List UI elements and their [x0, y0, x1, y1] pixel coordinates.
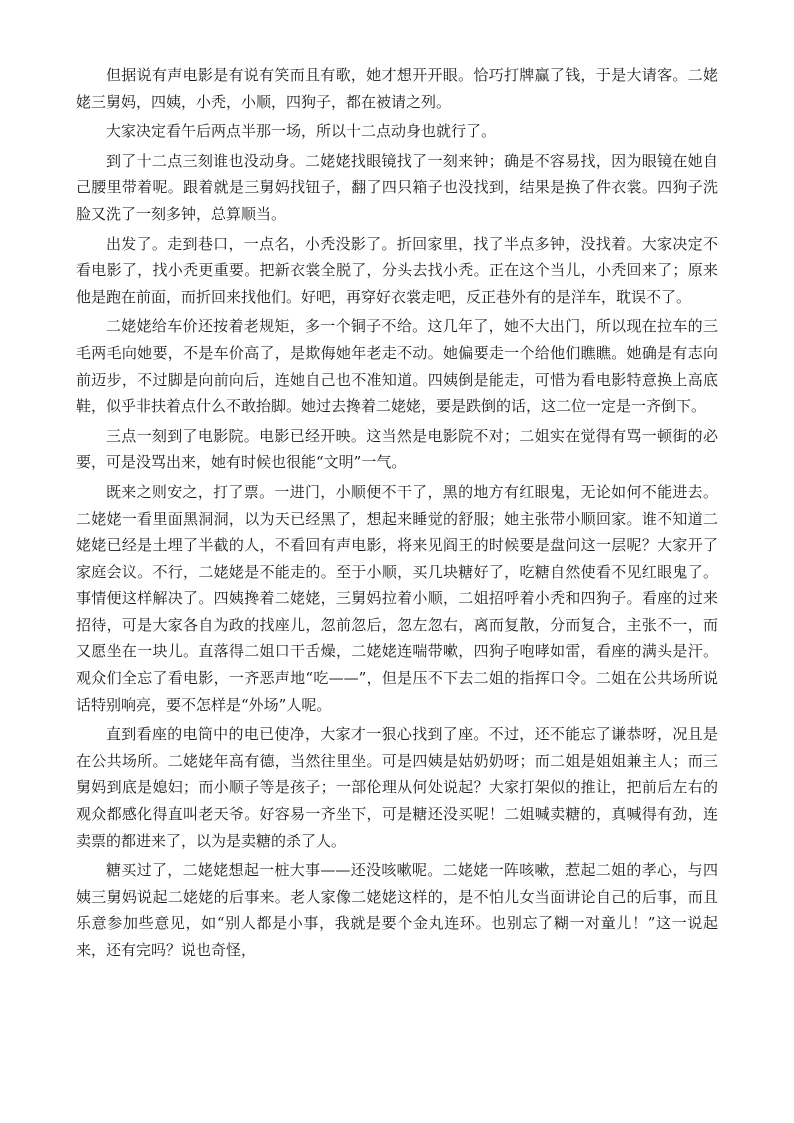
paragraph: 三点一刻到了电影院。电影已经开映。这当然是电影院不对；二姐实在觉得有骂一顿街的必要，可是没骂出来，她有时候也很能“文明”一气。 [76, 426, 718, 472]
paragraph: 但据说有声电影是有说有笑而且有歌，她才想开开眼。恰巧打牌赢了钱，于是大请客。二姥姥三舅妈，四姨，小秃，小顺，四狗子，都在被请之列。 [76, 66, 718, 111]
paragraph: 直到看座的电筒中的电已使净，大家才一狠心找到了座。不过，还不能忘了谦恭呀，况且是在公共场所。二姥姥年高有德，当然往里坐。可是四姨是姑奶奶呀；而二姐是姐姐兼主人；而三舅妈到底是媳妇；而小顺子等是孩子；一部伦理从何处说起？大家打架似的推让，把前后左右的观众都感化得直叫老天爷。好容易一齐坐下，可是糖还没买呢！二姐喊卖糖的，真喊得有劲，连卖票的都进来了，以为是卖糖的杀了人。 [76, 725, 718, 850]
paragraph: 既来之则安之，打了票。一进门，小顺便不干了，黑的地方有红眼鬼，无论如何不能进去。二姥姥一看里面黑洞洞，以为天已经黑了，想起来睡觉的舒服；她主张带小顺回家。谁不知道二姥姥已经是土埋了半截的人，不看回有声电影，将来见阎王的时候要是盘问这一层呢？大家开了家庭会议。不行，二姥姥是不能走的。至于小顺，买几块糖好了，吃糖自然使看不见红眼鬼了。事情便这样解决了。四姨搀着二姥姥，三舅妈拉着小顺，二姐招呼着小秃和四狗子。看座的过来招待，可是大家各自为政的找座儿，忽前忽后，忽左忽右，离而复散，分而复合，主张不一，而又愿坐在一块儿。直落得二姐口干舌燥，二姥姥连喘带嗽，四狗子咆哮如雷，看座的满头是汗。观众们全忘了看电影，一齐恶声地“吃——”，但是压不下去二姐的指挥口令。二姐在公共场所说话特别响亮，要不怎样是“外场”人呢。 [76, 482, 718, 714]
paragraph: 糖买过了，二姥姥想起一桩大事——还没咳嗽呢。二姥姥一阵咳嗽，惹起二姐的孝心，与四姨三舅妈说起二姥姥的后事来。老人家像二姥姥这样的，是不怕儿女当面讲论自己的后事，而且乐意参加些意见，如“别人都是小事，我就是要个金丸连环。也别忘了糊一对童儿！”这一说起来，还有完吗？说也奇怪， [76, 861, 718, 959]
paragraph: 出发了。走到巷口，一点名，小秃没影了。折回家里，找了半点多钟，没找着。大家决定不看电影了，找小秃更重要。把新衣裳全脱了，分头去找小秃。正在这个当儿，小秃回来了；原来他是跑在前面，而折回来找他们。好吧，再穿好衣裳走吧，反正巷外有的是洋车，耽误不了。 [76, 234, 718, 306]
paragraph: 到了十二点三刻谁也没动身。二姥姥找眼镜找了一刻来钟；确是不容易找，因为眼镜在她自己腰里带着呢。跟着就是三舅妈找钮子，翻了四只箱子也没找到，结果是换了件衣裳。四狗子洗脸又洗了一刻多钟，总算顺当。 [76, 151, 718, 223]
document-body [76, 62, 718, 967]
paragraph: 大家决定看午后两点半那一场，所以十二点动身也就行了。 [106, 122, 497, 141]
paragraph: 二姥姥给车价还按着老规矩，多一个铜子不给。这几年了，她不大出门，所以现在拉车的三毛两毛向她要，不是车价高了，是欺侮她年老走不动。她偏要走一个给他们瞧瞧。她确是有志向前迈步，不过脚是向前向后，连她自己也不准知道。四姨倒是能走，可惜为看电影特意换上高底鞋，似乎非扶着点什么不敢抬脚。她过去搀着二姥姥，要是跌倒的话，这二位一定是一齐倒下。 [76, 317, 718, 416]
